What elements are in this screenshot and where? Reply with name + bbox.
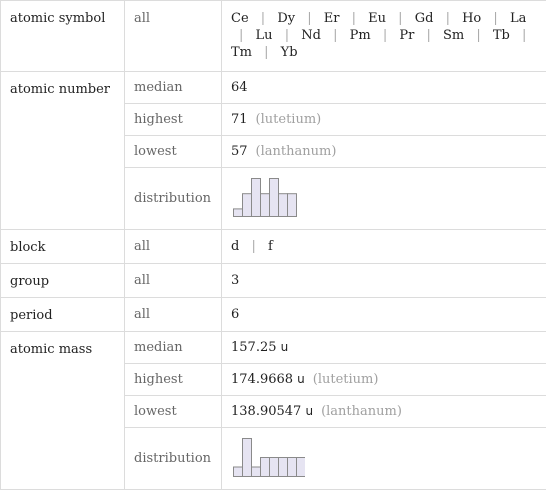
histogram-chart xyxy=(231,175,305,217)
atomic-symbol: Pr xyxy=(399,28,414,43)
element-note: (lutetium) xyxy=(256,112,322,127)
atomic-symbol: Nd xyxy=(301,28,321,43)
element-note: (lanthanum) xyxy=(256,144,337,159)
qualifier-label: highest xyxy=(125,104,222,136)
atomic-symbol: La xyxy=(510,11,526,26)
value-text: 3 xyxy=(222,264,546,298)
histogram-bar xyxy=(279,194,288,217)
qualifier-label: highest xyxy=(125,364,222,396)
atomic-symbol: Tm xyxy=(231,45,252,60)
histogram-bar xyxy=(252,179,261,217)
list-separator: | xyxy=(344,11,364,26)
value-cell xyxy=(222,332,546,364)
atomic-symbol: Sm xyxy=(443,28,464,43)
histogram-bar xyxy=(234,209,243,217)
qualifier-label: distribution xyxy=(125,428,222,490)
atomic-symbol: Ce xyxy=(231,11,249,26)
list-separator: | xyxy=(418,28,438,43)
block-value: f xyxy=(268,239,273,254)
list-separator: | xyxy=(514,28,534,43)
symbol-list-items xyxy=(231,11,534,60)
property-label: atomic mass xyxy=(1,332,125,490)
row-atomic-mass-median xyxy=(1,332,546,364)
unit-label: u xyxy=(305,404,313,418)
row-period xyxy=(1,298,546,332)
value-cell xyxy=(222,230,546,264)
block-list xyxy=(231,239,273,254)
histogram-bar xyxy=(288,458,297,477)
list-separator: | xyxy=(253,11,273,26)
value-cell xyxy=(222,428,546,490)
atomic-mass-histogram xyxy=(231,435,305,477)
value-text: 138.90547 xyxy=(231,404,301,419)
element-note: (lutetium) xyxy=(313,372,379,387)
list-separator: | xyxy=(438,11,458,26)
qualifier-label: median xyxy=(125,72,222,104)
value-cell xyxy=(222,168,546,230)
unit-label: u xyxy=(297,372,305,386)
qualifier-label: all xyxy=(125,230,222,264)
list-separator: | xyxy=(468,28,488,43)
atomic-symbol: Gd xyxy=(415,11,434,26)
property-label: group xyxy=(1,264,125,298)
block-value: d xyxy=(231,239,239,254)
histogram-bar xyxy=(243,194,252,217)
list-separator: | xyxy=(256,45,276,60)
atomic-symbol: Tb xyxy=(493,28,510,43)
row-block xyxy=(1,230,546,264)
qualifier-label: all xyxy=(125,298,222,332)
property-label: period xyxy=(1,298,125,332)
list-separator: | xyxy=(485,11,505,26)
list-separator: | xyxy=(390,11,410,26)
value-cell xyxy=(222,136,546,168)
histogram-bar xyxy=(270,179,279,217)
histogram-bar xyxy=(261,194,270,217)
list-separator: | xyxy=(325,28,345,43)
qualifier-label: lowest xyxy=(125,136,222,168)
atomic-symbol: Er xyxy=(324,11,340,26)
value-cell xyxy=(222,104,546,136)
list-separator: | xyxy=(231,28,251,43)
atomic-number-histogram xyxy=(231,175,305,217)
property-label: block xyxy=(1,230,125,264)
histogram-chart xyxy=(231,435,305,477)
atomic-symbol: Ho xyxy=(462,11,481,26)
value-text: 64 xyxy=(222,72,546,104)
qualifier-label: distribution xyxy=(125,168,222,230)
atomic-symbol: Yb xyxy=(281,45,298,60)
histogram-bar xyxy=(288,194,297,217)
unit-label: u xyxy=(281,340,289,354)
atomic-symbol: Eu xyxy=(368,11,386,26)
qualifier-label: lowest xyxy=(125,396,222,428)
value-cell xyxy=(222,396,546,428)
histogram-bar xyxy=(270,458,279,477)
histogram-bar xyxy=(261,458,270,477)
list-separator: | xyxy=(277,28,297,43)
atomic-symbol: Lu xyxy=(256,28,273,43)
list-separator: | xyxy=(299,11,319,26)
symbol-list xyxy=(222,1,546,72)
row-atomic-number-median xyxy=(1,72,546,104)
value-text: 6 xyxy=(222,298,546,332)
histogram-bar xyxy=(234,467,243,477)
row-group xyxy=(1,264,546,298)
value-text: 157.25 xyxy=(231,340,277,355)
histogram-bar xyxy=(279,458,288,477)
qualifier-label: all xyxy=(125,1,222,72)
atomic-symbol: Dy xyxy=(277,11,295,26)
qualifier-label: median xyxy=(125,332,222,364)
value-text: 71 xyxy=(231,112,248,127)
value-text: 57 xyxy=(231,144,248,159)
histogram-bar xyxy=(252,467,261,477)
value-cell xyxy=(222,364,546,396)
property-label: atomic symbol xyxy=(1,1,125,72)
list-separator: | xyxy=(243,239,263,254)
atomic-symbol: Pm xyxy=(350,28,371,43)
property-label: atomic number xyxy=(1,72,125,230)
value-text: 174.9668 xyxy=(231,372,293,387)
histogram-bar xyxy=(297,458,306,477)
element-note: (lanthanum) xyxy=(321,404,402,419)
qualifier-label: all xyxy=(125,264,222,298)
histogram-bar xyxy=(243,439,252,477)
list-separator: | xyxy=(375,28,395,43)
row-atomic-symbol xyxy=(1,1,546,72)
